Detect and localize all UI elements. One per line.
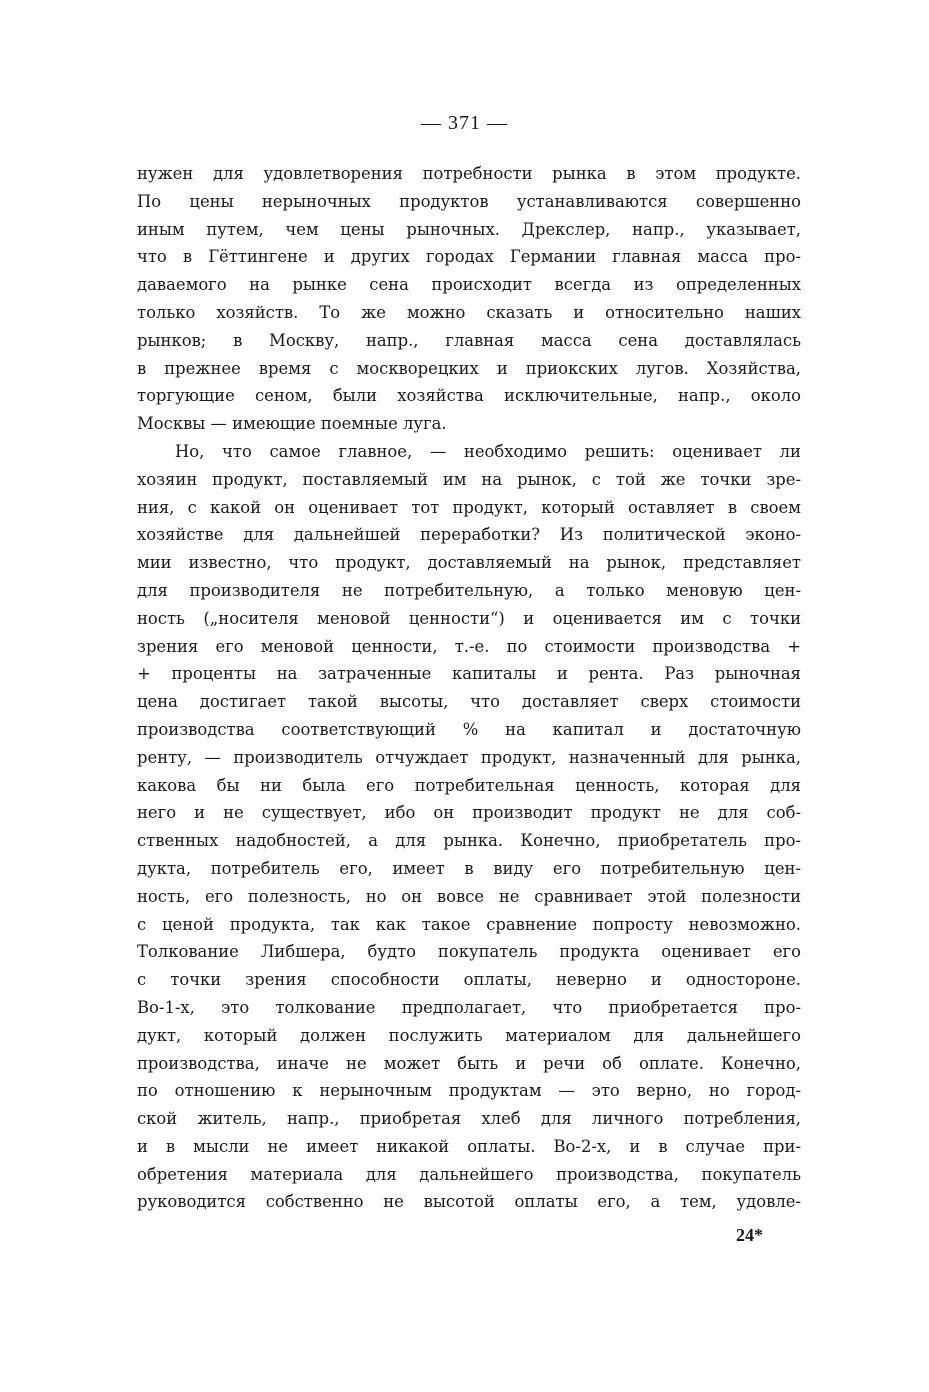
text-line: ренту, — производитель отчуждает продукт, назначенный для рынка, [137,747,801,767]
text-line: только хозяйств. То же можно сказать и относительно наших [137,302,801,322]
signature-mark: 24* [736,1225,763,1245]
text-line: ния, с какой он оценивает тот продукт, который оставляет в своем [137,497,801,517]
body-text [137,160,801,1216]
text-line: ность („носителя меновой ценности“) и оценивается им с точки [137,608,801,628]
text-line: по отношению к нерыночным продуктам — это верно, но город- [137,1081,801,1101]
text-line: ственных надобностей, а для рынка. Конечно, приобретатель про- [137,831,801,851]
text-line: производства соответствующий % на капитал и достаточную [137,719,801,739]
text-line: иным путем, чем цены рыночных. Дрекслер, напр., указывает, [137,219,801,239]
text-line: дукта, потребитель его, имеет в виду его потребительную цен- [137,858,801,878]
text-line: зрения его меновой ценности, т.-е. по стоимости производства + [137,636,801,656]
text-line: Москвы — имеющие поемные луга. [137,414,447,434]
text-line: какова бы ни была его потребительная ценность, которая для [137,775,801,795]
text-line: для производителя не потребительную, а только меновую цен- [137,580,801,600]
text-line: мии известно, что продукт, доставляемый на рынок, представляет [137,553,801,573]
text-line: ской житель, напр., приобретая хлеб для личного потребления, [137,1109,801,1129]
text-line: что в Гёттингене и других городах Германии главная масса про- [137,247,801,267]
text-line: Во-1-х, это толкование предполагает, что приобретается про- [137,997,801,1017]
text-line: хозяйстве для дальнейшей переработки? Из политической эконо- [137,525,801,545]
text-line: производства, иначе не может быть и речи об оплате. Конечно, [137,1053,801,1073]
text-line: и в мысли не имеет никакой оплаты. Во-2-х, и в случае при- [137,1136,801,1156]
text-line: + проценты на затраченные капиталы и рента. Раз рыночная [137,664,801,684]
paragraph-start-line: Но, что самое главное, — необходимо решить: оценивает ли [175,441,801,461]
text-line: обретения материала для дальнейшего производства, покупатель [137,1164,801,1184]
text-line: него и не существует, ибо он производит продукт не для соб- [137,803,801,823]
text-line: с точки зрения способности оплаты, неверно и одностороне. [137,970,801,990]
page-number: — 371 — [421,112,508,134]
text-line: в прежнее время с москворецких и приокских лугов. Хозяйства, [137,358,801,378]
text-line: даваемого на рынке сена происходит всегда из определенных [137,275,801,295]
text-line: торгующие сеном, были хозяйства исключительные, напр., около [137,386,801,406]
text-line: хозяин продукт, поставляемый им на рынок, с той же точки зре- [137,469,801,489]
text-line: руководится собственно не высотой оплаты его, а тем, удовле- [137,1192,801,1212]
text-line: с ценой продукта, так как такое сравнение попросту невозможно. [137,914,801,934]
text-line: нужен для удовлетворения потребности рынка в этом продукте. [137,164,801,183]
text-line: цена достигает такой высоты, что доставляет сверх стоимости [137,692,801,712]
text-line: рынков; в Москву, напр., главная масса сена доставлялась [137,330,801,350]
text-line: дукт, который должен послужить материалом для дальнейшего [137,1025,801,1045]
text-line: ность, его полезность, но он вовсе не сравнивает этой полезности [137,886,801,906]
text-line: По цены нерыночных продуктов устанавливаются совершенно [137,191,801,211]
text-line: Толкование Либшера, будто покупатель продукта оценивает его [137,942,801,962]
